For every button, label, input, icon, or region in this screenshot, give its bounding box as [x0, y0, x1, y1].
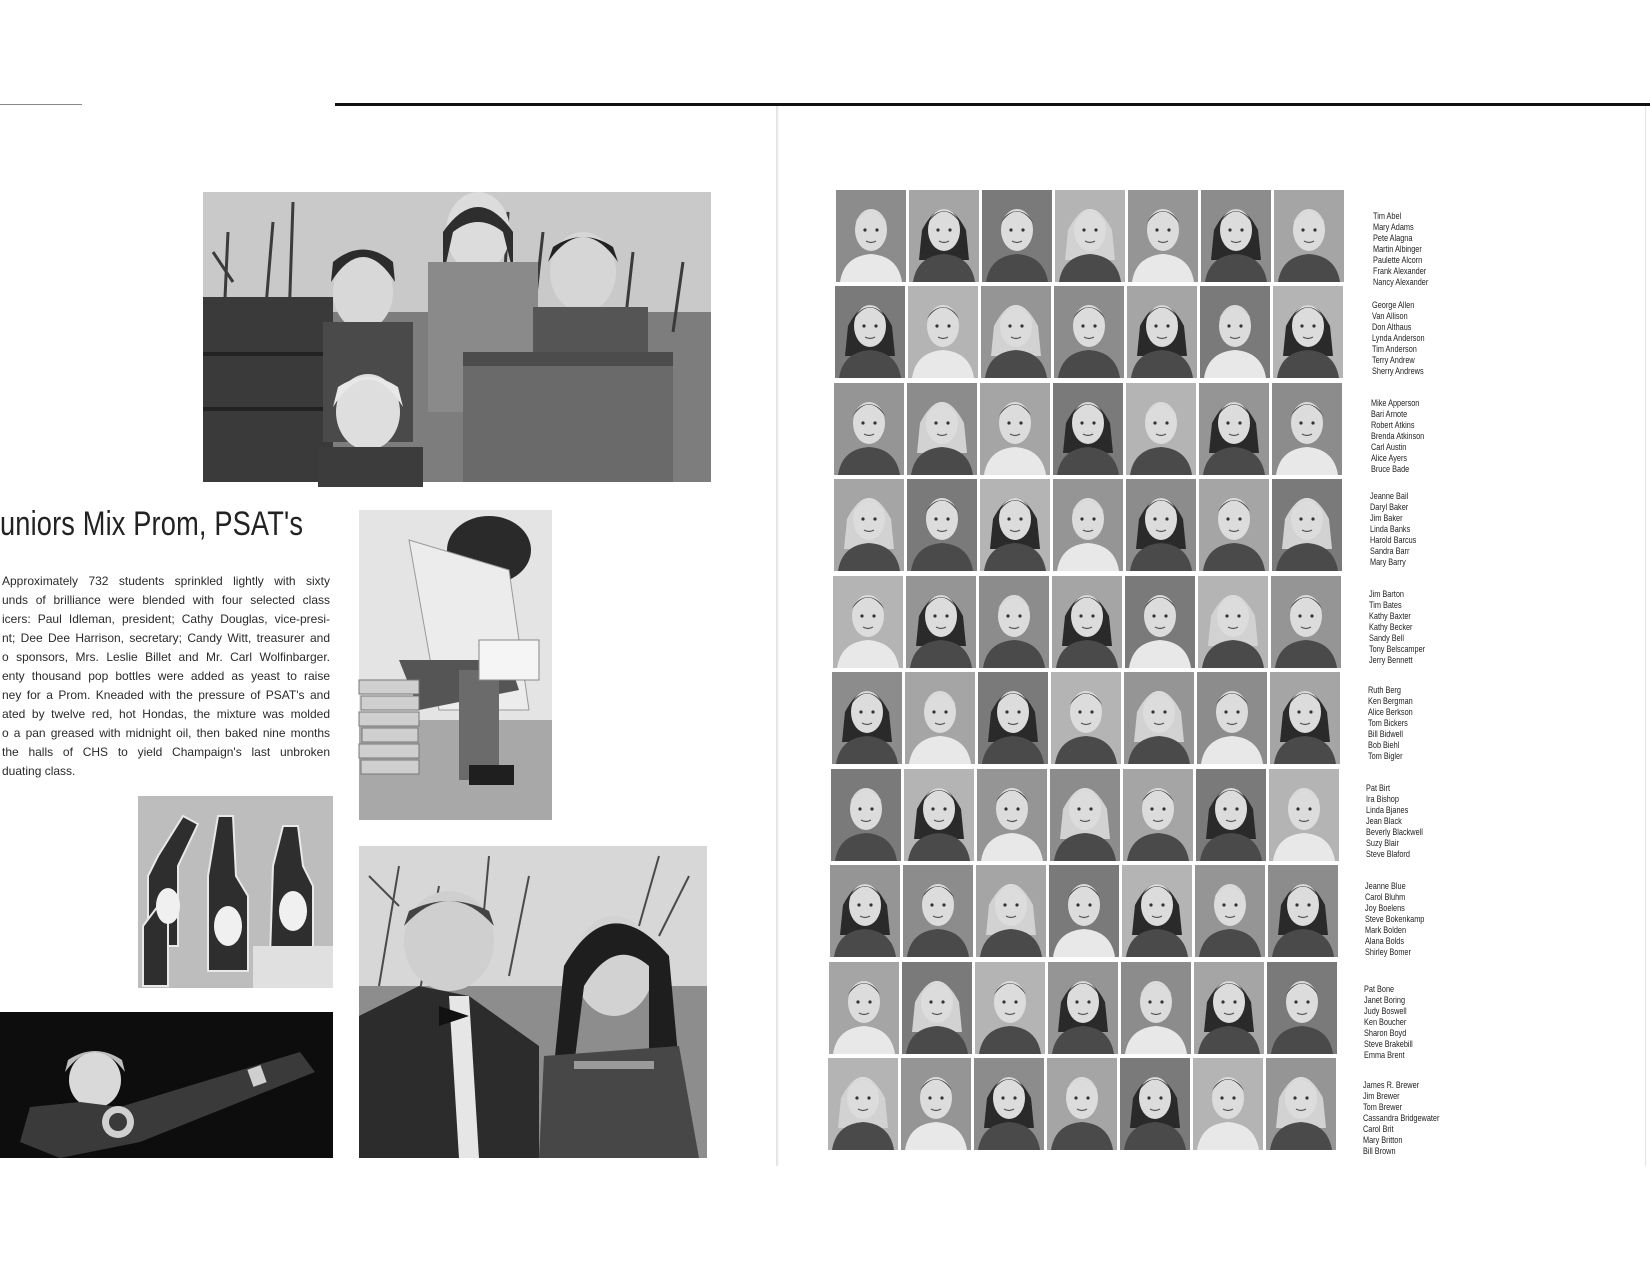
student-portrait — [1271, 576, 1341, 668]
student-name: Jean Black — [1366, 815, 1402, 826]
student-name: Tom Bickers — [1368, 717, 1408, 728]
student-portrait — [980, 383, 1050, 475]
student-portrait — [829, 962, 899, 1054]
student-portrait — [1050, 769, 1120, 861]
student-name: Kathy Becker — [1369, 621, 1413, 632]
student-portrait — [1196, 769, 1266, 861]
student-name: Suzy Blair — [1366, 837, 1399, 848]
student-name: Robert Atkins — [1371, 419, 1415, 430]
student-portrait — [1274, 190, 1344, 282]
student-name: Don Althaus — [1372, 321, 1412, 332]
name-list — [1371, 397, 1424, 474]
student-name: Carol Brit — [1363, 1123, 1394, 1134]
student-portrait — [1267, 962, 1337, 1054]
student-portrait — [909, 190, 979, 282]
page-headline: uniors Mix Prom, PSAT's — [0, 505, 304, 543]
student-portrait — [1199, 383, 1269, 475]
student-name: Brenda Atkinson — [1371, 430, 1425, 441]
student-name: Tim Bates — [1369, 599, 1402, 610]
student-name: Mary Barry — [1370, 556, 1406, 567]
portrait-row — [831, 769, 1351, 861]
student-name: Daryl Baker — [1370, 501, 1409, 512]
student-name: George Allen — [1372, 299, 1415, 310]
student-name: Ruth Berg — [1368, 684, 1401, 695]
student-portrait — [905, 672, 975, 764]
portrait-row — [835, 286, 1355, 378]
student-portrait — [1052, 576, 1122, 668]
student-name: Alice Berkson — [1368, 706, 1413, 717]
student-name: Steve Bokenkamp — [1365, 913, 1425, 924]
student-portrait — [981, 286, 1051, 378]
body-line: o sponsors, Mrs. Leslie Billet and Mr. Carl Wolfinbarger. — [2, 650, 330, 664]
portrait-row — [836, 190, 1356, 282]
student-name: Bari Arnote — [1371, 408, 1408, 419]
name-list — [1372, 299, 1425, 376]
body-line: icers: Paul Idleman, president; Cathy Douglas, vice-presi- — [2, 612, 330, 626]
student-portrait — [1270, 672, 1340, 764]
student-name: Jeanne Bail — [1370, 490, 1409, 501]
body-line: Approximately 732 students sprinkled lightly with sixty — [2, 574, 330, 588]
student-name: Pat Birt — [1366, 782, 1390, 793]
student-name: Frank Alexander — [1373, 265, 1427, 276]
student-name: Jeanne Blue — [1365, 880, 1406, 891]
name-list — [1369, 588, 1425, 665]
student-portrait — [902, 962, 972, 1054]
student-name: Bob Biehl — [1368, 739, 1400, 750]
student-portrait — [1048, 962, 1118, 1054]
student-name: Janet Boring — [1364, 994, 1406, 1005]
student-portrait — [1201, 190, 1271, 282]
student-portrait — [1128, 190, 1198, 282]
student-portrait — [1272, 479, 1342, 571]
student-name: Jim Brewer — [1363, 1090, 1400, 1101]
student-name: Ken Bergman — [1368, 695, 1413, 706]
portrait-row — [834, 479, 1354, 571]
body-line: duating class. — [2, 764, 76, 778]
student-portrait — [1198, 576, 1268, 668]
student-name: James R. Brewer — [1363, 1079, 1420, 1090]
student-portrait — [1127, 286, 1197, 378]
photo-cheerleader — [0, 1012, 333, 1158]
student-portrait — [1266, 1058, 1336, 1150]
portrait-row — [828, 1058, 1348, 1150]
student-portrait — [1199, 479, 1269, 571]
student-portrait — [978, 672, 1048, 764]
name-list — [1363, 1079, 1439, 1156]
student-name: Ken Boucher — [1364, 1016, 1407, 1027]
student-portrait — [1120, 1058, 1190, 1150]
body-line: ney for a Prom. Kneaded with the pressure of PSAT's and — [2, 688, 330, 702]
student-name: Jerry Bennett — [1369, 654, 1413, 665]
student-portrait — [974, 1058, 1044, 1150]
student-name: Paulette Alcorn — [1373, 254, 1423, 265]
student-portrait — [1194, 962, 1264, 1054]
student-name: Linda Bjanes — [1366, 804, 1409, 815]
student-name: Martin Albinger — [1373, 243, 1422, 254]
name-list — [1364, 983, 1413, 1060]
name-list — [1365, 880, 1424, 957]
student-portrait — [980, 479, 1050, 571]
body-line: unds of brilliance were blended with four selected class — [2, 593, 330, 607]
student-name: Steve Brakebill — [1364, 1038, 1413, 1049]
student-portrait — [1269, 769, 1339, 861]
student-portrait — [1047, 1058, 1117, 1150]
portrait-row — [832, 672, 1352, 764]
student-portrait — [1197, 672, 1267, 764]
student-name: Beverly Blackwell — [1366, 826, 1423, 837]
student-name: Bill Bidwell — [1368, 728, 1403, 739]
student-portrait — [1273, 286, 1343, 378]
student-portrait — [834, 479, 904, 571]
student-name: Carl Austin — [1371, 441, 1407, 452]
student-portrait — [982, 190, 1052, 282]
student-name: Pete Alagna — [1373, 232, 1413, 243]
student-name: Bruce Bade — [1371, 463, 1410, 474]
student-name: Ira Bishop — [1366, 793, 1399, 804]
student-name: Carol Bluhm — [1365, 891, 1406, 902]
student-name: Pat Bone — [1364, 983, 1395, 994]
student-portrait — [828, 1058, 898, 1150]
student-name: Jim Barton — [1369, 588, 1404, 599]
student-portrait — [1121, 962, 1191, 1054]
student-portrait — [836, 190, 906, 282]
student-portrait — [977, 769, 1047, 861]
portrait-row — [830, 865, 1350, 957]
binding-gutter — [776, 106, 779, 1166]
student-portrait — [831, 769, 901, 861]
student-name: Kathy Baxter — [1369, 610, 1411, 621]
student-portrait — [830, 865, 900, 957]
student-portrait — [1126, 479, 1196, 571]
photo-pop-bottles — [138, 796, 333, 988]
student-portrait — [1125, 576, 1195, 668]
article-body — [2, 572, 330, 781]
photo-students-outdoors — [203, 192, 711, 482]
name-list — [1368, 684, 1413, 761]
student-name: Tom Bigler — [1368, 750, 1403, 761]
student-portrait — [906, 576, 976, 668]
student-portrait — [1053, 479, 1123, 571]
portrait-row — [833, 576, 1353, 668]
photo-teacher-and-student — [359, 846, 707, 1158]
student-portrait — [975, 962, 1045, 1054]
student-portrait — [1272, 383, 1342, 475]
student-name: Sharon Boyd — [1364, 1027, 1407, 1038]
student-portrait — [834, 383, 904, 475]
body-line: ated by twelve red, hot Hondas, the mixture was molded — [2, 707, 330, 721]
student-portrait — [904, 769, 974, 861]
student-portrait — [1054, 286, 1124, 378]
student-name: Tony Belscamper — [1369, 643, 1426, 654]
student-name: Harold Barcus — [1370, 534, 1417, 545]
body-line: enty thousand pop bottles were added as yeast to raise — [2, 669, 330, 683]
student-portrait — [1124, 672, 1194, 764]
student-name: Jim Baker — [1370, 512, 1403, 523]
student-portrait — [1268, 865, 1338, 957]
student-name: Lynda Anderson — [1372, 332, 1425, 343]
page-top-rule — [335, 103, 1650, 106]
student-name: Linda Banks — [1370, 523, 1411, 534]
student-portrait — [1123, 769, 1193, 861]
student-name: Shirley Bomer — [1365, 946, 1411, 957]
photo-student-reading — [359, 510, 552, 820]
name-list — [1373, 210, 1428, 287]
student-portrait — [1053, 383, 1123, 475]
student-name: Mary Britton — [1363, 1134, 1403, 1145]
student-portrait — [979, 576, 1049, 668]
student-portrait — [1200, 286, 1270, 378]
student-name: Sherry Andrews — [1372, 365, 1424, 376]
student-name: Mike Apperson — [1371, 397, 1420, 408]
student-portrait — [901, 1058, 971, 1150]
student-portrait — [1051, 672, 1121, 764]
student-name: Judy Boswell — [1364, 1005, 1407, 1016]
student-name: Alice Ayers — [1371, 452, 1408, 463]
student-portrait — [903, 865, 973, 957]
student-name: Nancy Alexander — [1373, 276, 1429, 287]
student-portrait — [1193, 1058, 1263, 1150]
student-portrait — [907, 479, 977, 571]
student-name: Steve Blaford — [1366, 848, 1410, 859]
body-line: nt; Dee Dee Harrison, secretary; Candy Witt, treasurer and — [2, 631, 330, 645]
student-portrait — [833, 576, 903, 668]
student-name: Mark Bolden — [1365, 924, 1407, 935]
student-name: Tom Brewer — [1363, 1101, 1403, 1112]
name-list — [1370, 490, 1416, 567]
student-name: Tim Abel — [1373, 210, 1402, 221]
page-edge — [1645, 106, 1646, 1166]
student-name: Sandra Barr — [1370, 545, 1410, 556]
body-line: o a pan greased with midnight oil, then baked nine months — [2, 726, 330, 740]
body-line: the halls of CHS to yield Champaign's last unbroken — [2, 745, 330, 759]
student-portrait — [832, 672, 902, 764]
student-name: Cassandra Bridgewater — [1363, 1112, 1440, 1123]
student-name: Emma Brent — [1364, 1049, 1405, 1060]
student-name: Bill Brown — [1363, 1145, 1396, 1156]
page-top-rule-left — [0, 104, 82, 105]
student-name: Mary Adams — [1373, 221, 1414, 232]
student-portrait — [1049, 865, 1119, 957]
student-portrait — [907, 383, 977, 475]
student-portrait — [908, 286, 978, 378]
student-name: Tim Anderson — [1372, 343, 1417, 354]
name-list — [1366, 782, 1423, 859]
student-portrait — [1126, 383, 1196, 475]
student-name: Joy Boelens — [1365, 902, 1405, 913]
portrait-row — [834, 383, 1354, 475]
student-portrait — [976, 865, 1046, 957]
student-name: Van Allison — [1372, 310, 1408, 321]
student-portrait — [1055, 190, 1125, 282]
student-name: Alana Bolds — [1365, 935, 1405, 946]
portrait-row — [829, 962, 1349, 1054]
student-portrait — [835, 286, 905, 378]
student-name: Sandy Bell — [1369, 632, 1404, 643]
student-portrait — [1122, 865, 1192, 957]
student-name: Terry Andrew — [1372, 354, 1415, 365]
student-portrait — [1195, 865, 1265, 957]
